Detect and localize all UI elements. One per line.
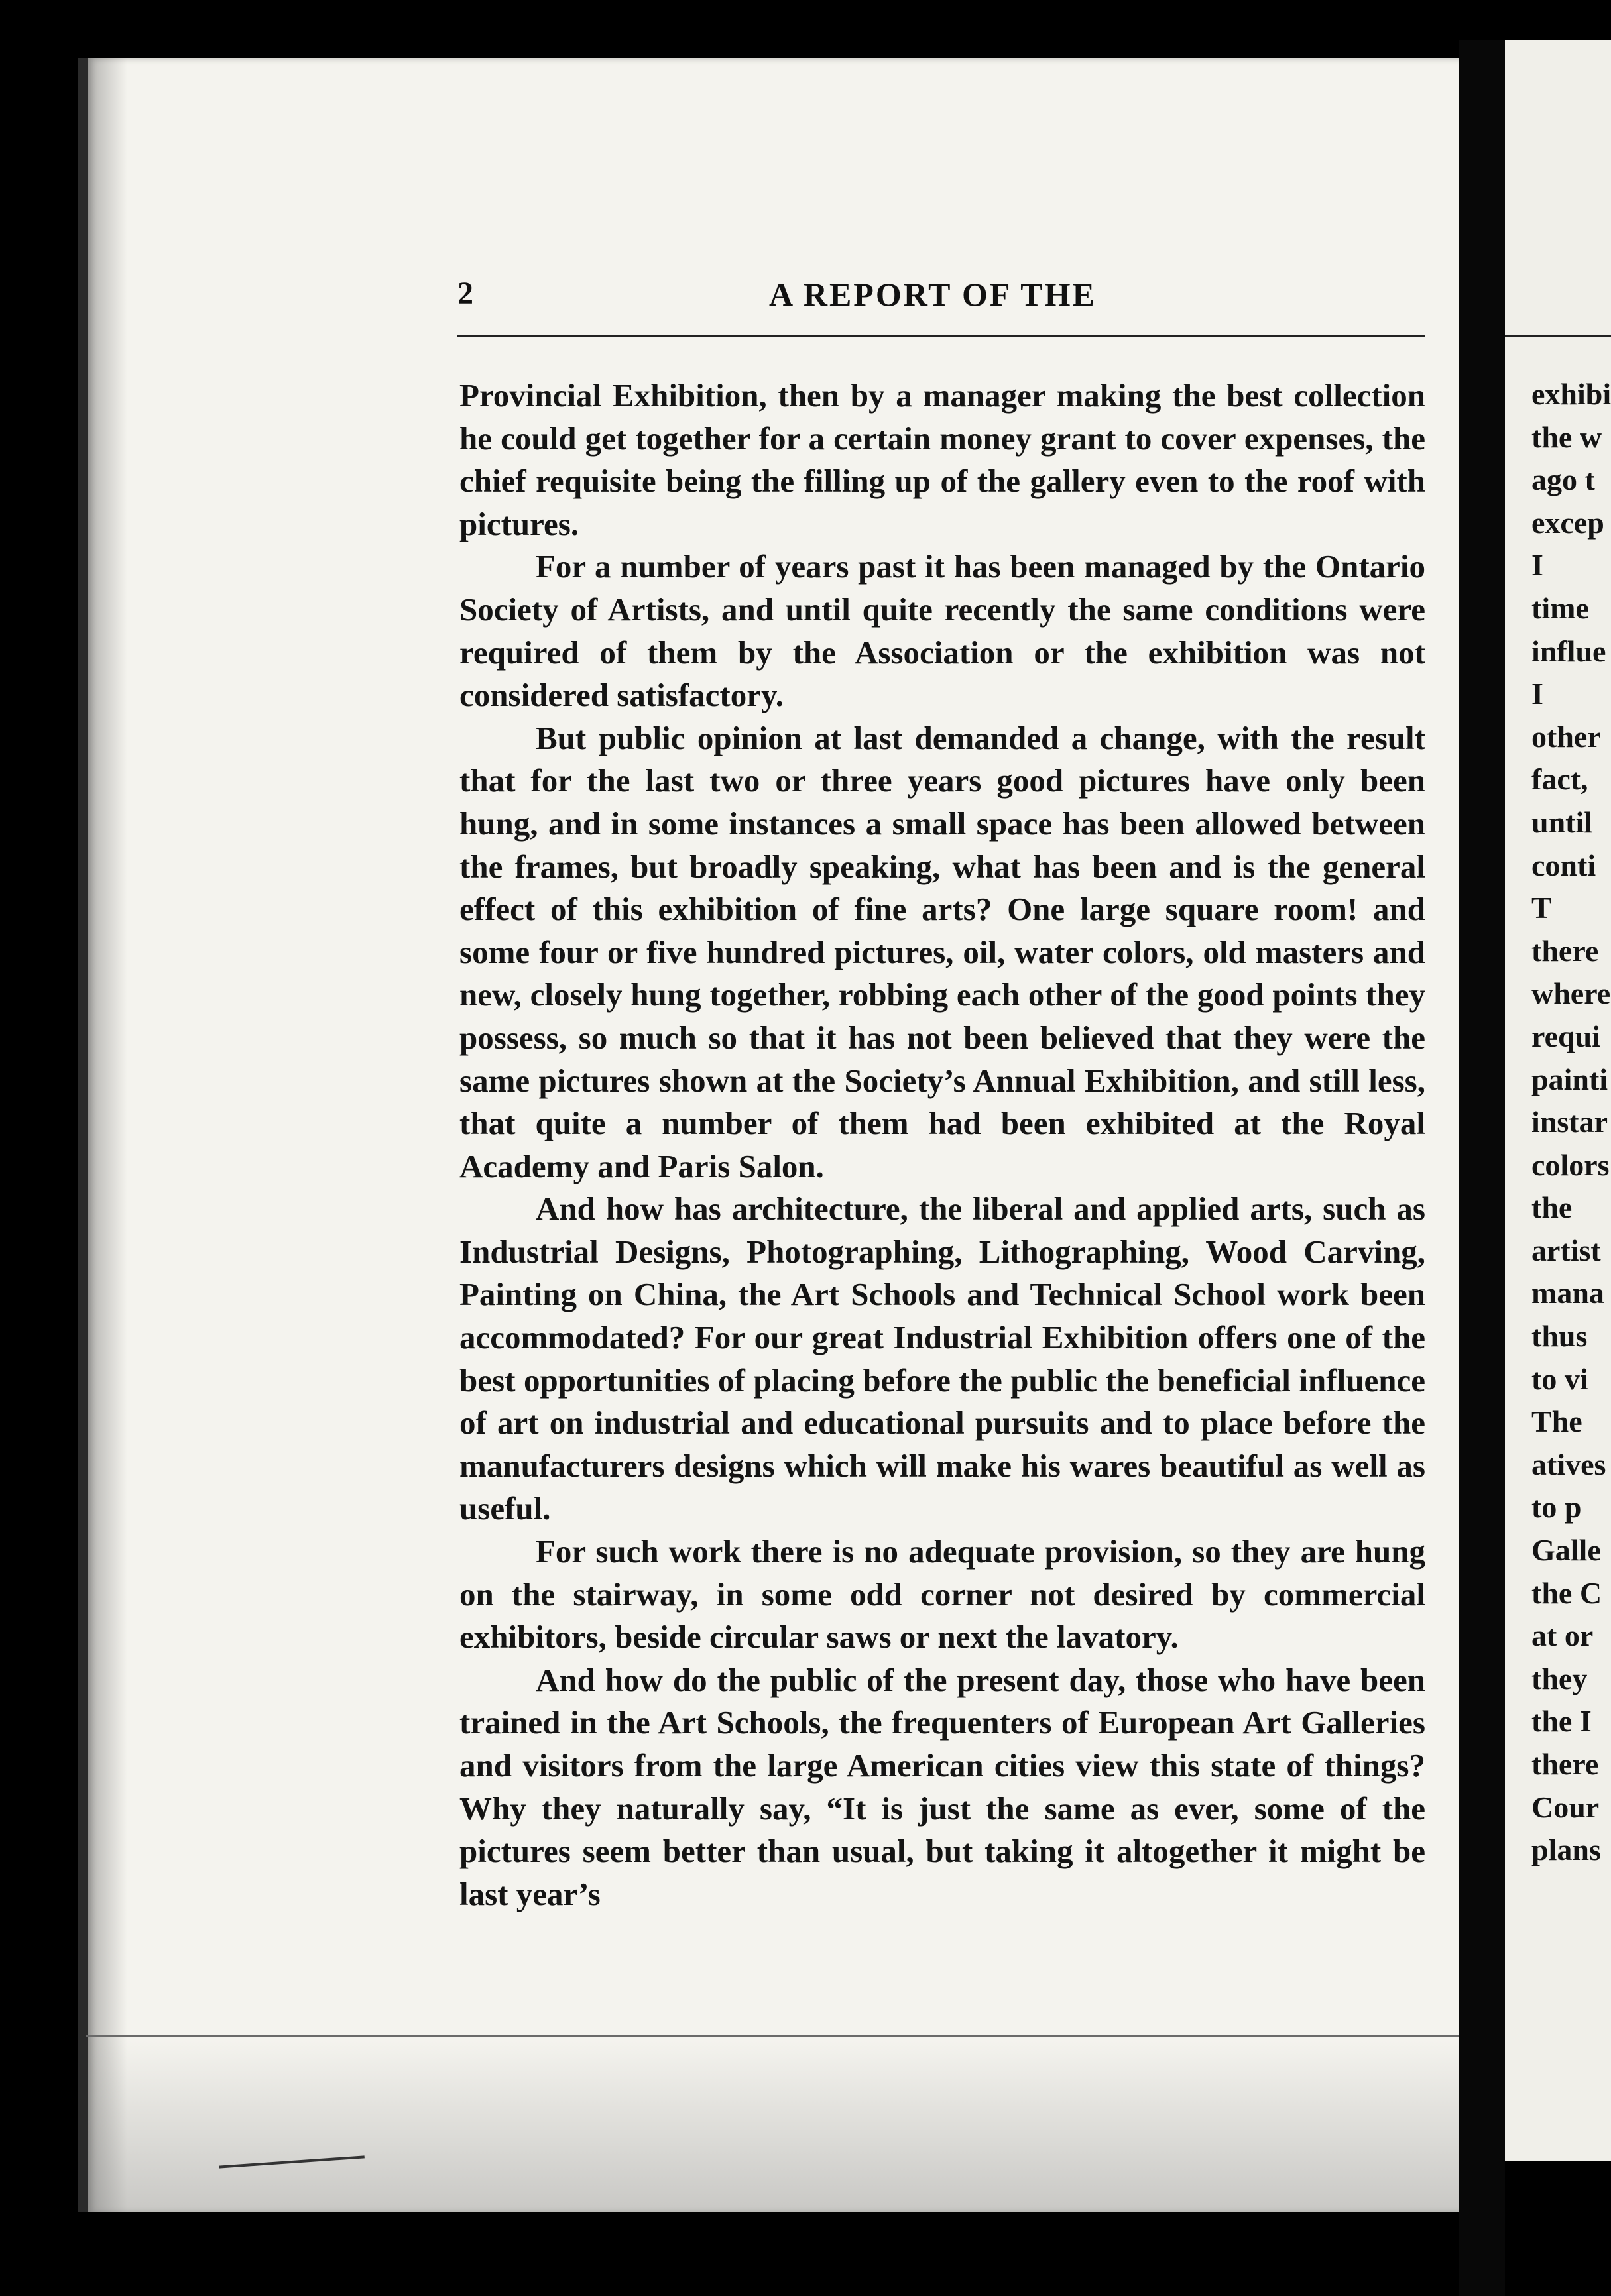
right-page-text-fragments	[1531, 373, 1611, 1872]
paragraph-2: For a number of years past it has been managed by the Ontario Society of Artists, and until quite recently the same conditions were required of them by the Association or the exhibition was not considered satisfactory.	[459, 548, 1425, 714]
right-fragment-line: exhibi	[1531, 377, 1611, 411]
body-text	[459, 374, 1425, 1916]
running-head: A REPORT OF THE	[769, 276, 1097, 313]
right-fragment-line: I	[1531, 548, 1543, 583]
right-fragment-line: the w	[1531, 420, 1602, 454]
right-fragment-line: instar	[1531, 1105, 1608, 1139]
right-fragment-line: I	[1531, 677, 1543, 711]
page-edge-shadow	[88, 58, 127, 2212]
right-fragment-line: other	[1531, 719, 1601, 754]
paragraph-1: Provincial Exhibition, then by a manager making the best collection he could get together for a certain money grant to cover expenses, the chief requisite being the filling up of the gallery even to the roof with pictures.	[459, 377, 1425, 542]
paragraph-6: And how do the public of the present day, those who have been trained in the Art Schools, the frequenters of European Art Galleries and visitors from the large American cities view this state of things? Why they naturally say, “It is just the same as ever, some of the pictures seem better than usual, but taking it altogether it might be last year’s	[459, 1661, 1425, 1912]
right-fragment-line: ago t	[1531, 463, 1595, 497]
right-fragment-line: artist	[1531, 1233, 1601, 1267]
book-gutter	[1459, 40, 1505, 2296]
right-fragment-line: there	[1531, 1747, 1599, 1781]
right-fragment-line: the I	[1531, 1704, 1592, 1739]
right-fragment-line: requi	[1531, 1019, 1600, 1053]
right-fragment-line: until	[1531, 805, 1593, 839]
right-fragment-line: they	[1531, 1661, 1588, 1695]
right-fragment-line: time	[1531, 591, 1589, 625]
bottom-scan-line	[86, 2035, 1459, 2037]
right-fragment-line: fact,	[1531, 762, 1588, 797]
right-fragment-line: thus	[1531, 1319, 1588, 1353]
right-fragment-line: colors	[1531, 1147, 1610, 1182]
right-fragment-line: conti	[1531, 848, 1596, 882]
right-fragment-line: to p	[1531, 1490, 1582, 1524]
right-page-edge	[1505, 40, 1611, 2161]
page-bottom-stain	[88, 2040, 1473, 2212]
right-fragment-line: influe	[1531, 634, 1606, 668]
right-fragment-line: the	[1531, 1190, 1573, 1225]
page-number: 2	[457, 276, 473, 311]
right-fragment-line: painti	[1531, 1062, 1608, 1096]
right-fragment-line: at or	[1531, 1619, 1594, 1653]
right-fragment-line: to vi	[1531, 1361, 1588, 1396]
right-fragment-line: where	[1531, 976, 1611, 1011]
right-fragment-line: excep	[1531, 505, 1604, 540]
right-fragment-line: Cour	[1531, 1790, 1600, 1824]
header-rule	[457, 335, 1425, 337]
right-fragment-line: T	[1531, 891, 1552, 925]
right-fragment-line: the C	[1531, 1576, 1602, 1610]
paragraph-3: But public opinion at last demanded a change, with the result that for the last two or three years good pictures have only been hung, and in some instances a small space has been allowed between the frames, but broadly speaking, what has been and is the general effect of this exhibition of fine arts? One large square room! and some four or five hundred pictures, oil, water colors, old masters and new, closely hung together, robbing each other of the good points they possess, so much so that it has not been believed that they were the same pictures shown at the Society’s Annual Exhibition, and still less, that quite a number of them had been exhibited at the Royal Academy and Paris Salon.	[459, 719, 1425, 1184]
right-fragment-line: plans	[1531, 1833, 1601, 1867]
right-header-rule	[1505, 335, 1611, 337]
right-fragment-line: mana	[1531, 1276, 1604, 1310]
right-fragment-line: The	[1531, 1405, 1582, 1439]
right-fragment-line: atives	[1531, 1447, 1606, 1481]
right-fragment-line: there	[1531, 933, 1599, 968]
page-header	[457, 275, 1425, 321]
right-fragment-line: Galle	[1531, 1533, 1601, 1568]
paragraph-4: And how has architecture, the liberal and applied arts, such as Industrial Designs, Photographing, Lithographing, Wood Carving, Painting on China, the Art Schools and Technical School work been accommodated? For our great Industrial Exhibition offers one of the best opportunities of placing before the public the beneficial influence of art on industrial and educational pursuits and to place before the manufacturers designs which will make his wares beautiful as well as useful.	[459, 1190, 1425, 1527]
paragraph-5: For such work there is no adequate provision, so they are hung on the stairway, in some odd corner not desired by commercial exhibitors, beside circular saws or next the lavatory.	[459, 1533, 1425, 1656]
